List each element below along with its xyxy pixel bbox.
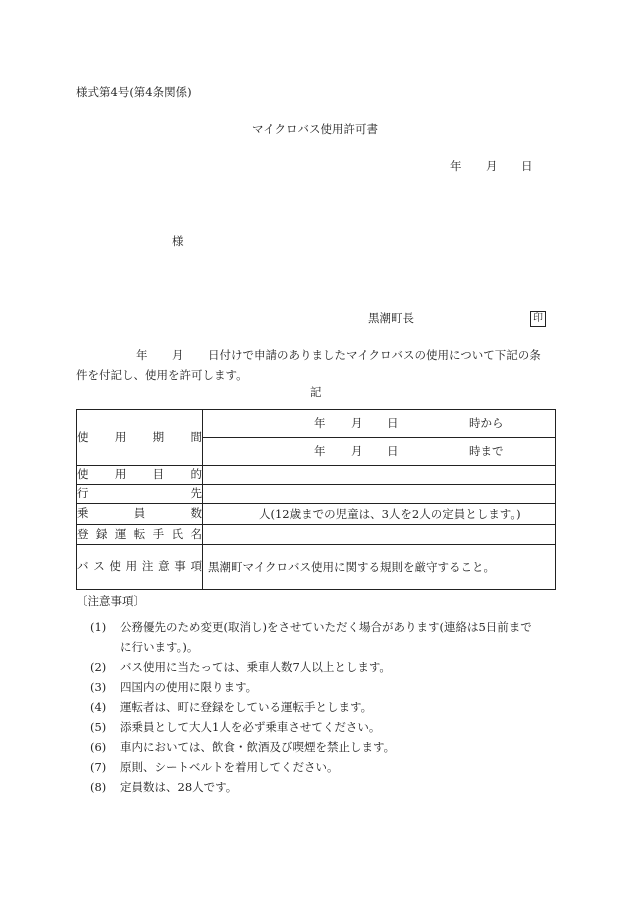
period-from-year: 年 — [314, 416, 326, 430]
note-text: 公務優先のため変更(取消し)をさせていただく場合があります(連絡は5日前まで に行います。)。 — [120, 619, 532, 654]
period-to-suffix: 時まで — [469, 444, 504, 458]
destination-label: 行先 — [77, 485, 203, 504]
body-year: 年 — [136, 348, 148, 362]
period-to-day: 日 — [387, 444, 399, 458]
period-from-day: 日 — [387, 416, 399, 430]
period-from-month: 月 — [351, 416, 363, 430]
period-to-cell[interactable] — [203, 438, 556, 466]
period-to-month: 月 — [351, 444, 363, 458]
date-year: 年 — [450, 159, 462, 173]
purpose-cell[interactable] — [203, 466, 556, 485]
date-month: 月 — [486, 159, 498, 173]
list-item — [76, 777, 558, 797]
bus-notes-value: 黒潮町マイクロバス使用に関する規則を厳守すること。 — [208, 560, 496, 574]
period-from-cell[interactable] — [203, 410, 556, 438]
table-row — [77, 410, 556, 438]
table-row — [77, 466, 556, 485]
document-title: マイクロバス使用許可書 — [252, 122, 379, 136]
period-to-year: 年 — [314, 444, 326, 458]
note-number: (3) — [90, 679, 107, 694]
note-text: 定員数は、28人です。 — [120, 779, 238, 794]
addressee-honorific: 様 — [172, 234, 184, 248]
list-item — [76, 737, 558, 757]
bus-notes-label: バス使用注意事項 — [77, 545, 203, 590]
bus-notes-cell — [203, 545, 556, 590]
issuer-name: 黒潮町長 — [368, 311, 414, 325]
note-number: (4) — [90, 699, 107, 714]
passengers-value: 人(12歳までの児童は、3人を2人の定員とします。) — [259, 507, 521, 521]
table-row — [77, 504, 556, 525]
notes-heading: 〔注意事項〕 — [76, 594, 145, 608]
note-number: (7) — [90, 759, 107, 774]
note-text: 添乗員として大人1人を必ず乗車させてください。 — [120, 719, 381, 734]
ki-heading: 記 — [310, 385, 322, 399]
list-item — [76, 757, 558, 777]
table-row — [77, 525, 556, 545]
passengers-label: 乗員数 — [77, 504, 203, 525]
period-label: 使用期間 — [77, 410, 203, 466]
note-text: 原則、シートベルトを着用してください。 — [120, 759, 339, 774]
period-from-suffix: 時から — [469, 416, 504, 430]
drivers-cell[interactable] — [203, 525, 556, 545]
permit-table — [76, 409, 556, 590]
body-line2: 件を付記し、使用を許可します。 — [76, 368, 248, 382]
list-item — [76, 657, 558, 677]
note-text: 運転者は、町に登録をしている運転手とします。 — [120, 699, 373, 714]
seal-mark: 印 — [530, 311, 546, 327]
list-item — [76, 677, 558, 697]
note-number: (5) — [90, 719, 107, 734]
list-item — [76, 717, 558, 737]
destination-cell[interactable] — [203, 485, 556, 504]
drivers-label: 登録運転手氏名 — [77, 525, 203, 545]
table-row — [77, 545, 556, 590]
notes-section — [76, 596, 558, 797]
form-number: 様式第4号(第4条関係) — [76, 85, 192, 99]
list-item — [76, 617, 558, 657]
note-number: (8) — [90, 779, 107, 794]
body-line1: 日付けで申請のありましたマイクロバスの使用について下記の条 — [208, 348, 541, 362]
note-text: バス使用に当たっては、乗車人数7人以上とします。 — [120, 659, 391, 674]
note-number: (6) — [90, 739, 107, 754]
passengers-cell[interactable] — [203, 504, 556, 525]
note-number: (2) — [90, 659, 107, 674]
note-text: 車内においては、飲食・飲酒及び喫煙を禁止します。 — [120, 739, 396, 754]
note-number: (1) — [90, 619, 107, 634]
note-text: 四国内の使用に限ります。 — [120, 679, 258, 694]
body-month: 月 — [172, 348, 184, 362]
list-item — [76, 697, 558, 717]
date-day: 日 — [521, 159, 533, 173]
table-row — [77, 485, 556, 504]
purpose-label: 使用目的 — [77, 466, 203, 485]
